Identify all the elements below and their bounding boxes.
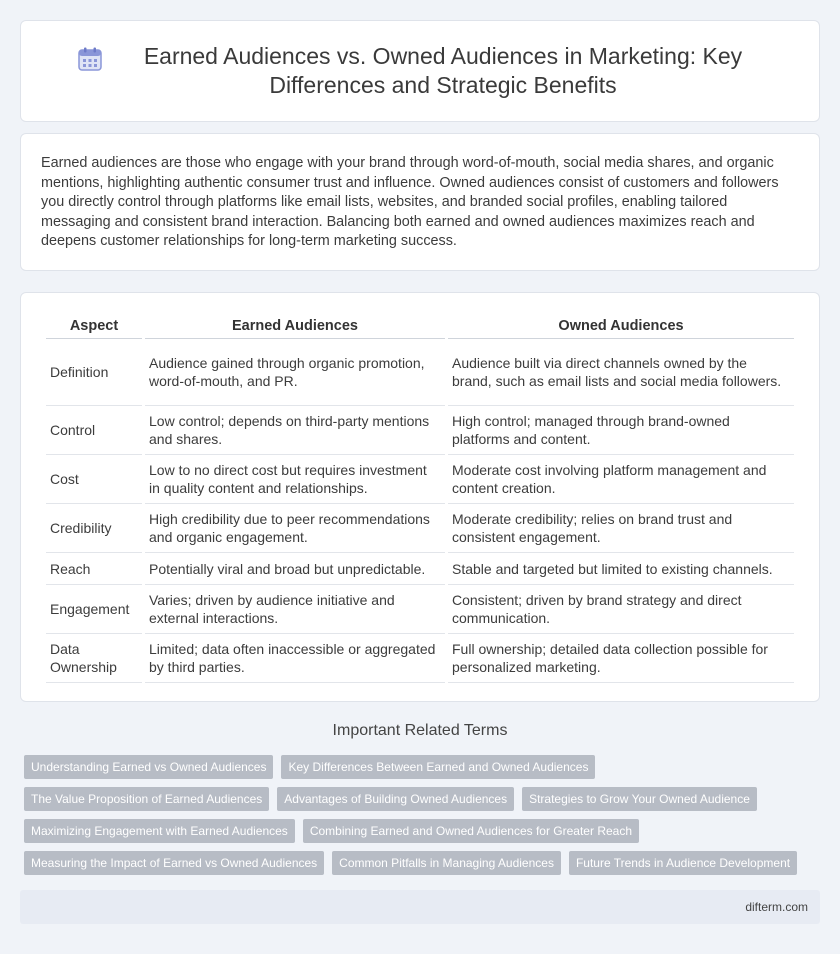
table-row	[46, 339, 794, 406]
cell-owned: High control; managed through brand-owned platforms and content.	[448, 406, 794, 455]
table-row	[46, 504, 794, 553]
cell-aspect: Definition	[46, 339, 142, 406]
cell-owned: Moderate credibility; relies on brand trust and consistent engagement.	[448, 504, 794, 553]
comparison-table	[43, 309, 797, 683]
tag-row	[24, 851, 824, 875]
related-term-tag[interactable]: Measuring the Impact of Earned vs Owned Audiences	[24, 851, 324, 875]
tag-row	[24, 819, 824, 843]
cell-aspect: Cost	[46, 455, 142, 504]
cell-earned: Low to no direct cost but requires investment in quality content and relationships.	[145, 455, 445, 504]
comparison-table-card	[20, 292, 820, 702]
calendar-icon	[77, 46, 103, 72]
cell-earned: Varies; driven by audience initiative and external interactions.	[145, 585, 445, 634]
tag-row	[24, 787, 824, 811]
cell-aspect: Reach	[46, 553, 142, 585]
header-aspect: Aspect	[46, 309, 142, 339]
related-term-tag[interactable]: Understanding Earned vs Owned Audiences	[24, 755, 273, 779]
cell-aspect: Engagement	[46, 585, 142, 634]
header-earned: Earned Audiences	[145, 309, 445, 339]
related-term-tag[interactable]: Maximizing Engagement with Earned Audiences	[24, 819, 295, 843]
cell-owned: Consistent; driven by brand strategy and direct communication.	[448, 585, 794, 634]
cell-owned: Moderate cost involving platform management and content creation.	[448, 455, 794, 504]
related-terms-list	[24, 755, 824, 883]
related-term-tag[interactable]: Strategies to Grow Your Owned Audience	[522, 787, 757, 811]
table-header-row	[46, 309, 794, 339]
table-row	[46, 634, 794, 683]
cell-aspect: Credibility	[46, 504, 142, 553]
related-term-tag[interactable]: Future Trends in Audience Development	[569, 851, 797, 875]
cell-owned: Stable and targeted but limited to existing channels.	[448, 553, 794, 585]
cell-owned: Full ownership; detailed data collection possible for personalized marketing.	[448, 634, 794, 683]
cell-earned: Audience gained through organic promotion, word-of-mouth, and PR.	[145, 339, 445, 406]
cell-earned: Limited; data often inaccessible or aggregated by third parties.	[145, 634, 445, 683]
related-term-tag[interactable]: Combining Earned and Owned Audiences for Greater Reach	[303, 819, 639, 843]
footer	[20, 890, 820, 924]
cell-earned: High credibility due to peer recommendations and organic engagement.	[145, 504, 445, 553]
related-term-tag[interactable]: The Value Proposition of Earned Audiences	[24, 787, 269, 811]
cell-owned: Audience built via direct channels owned by the brand, such as email lists and social media followers.	[448, 339, 794, 406]
related-term-tag[interactable]: Common Pitfalls in Managing Audiences	[332, 851, 561, 875]
header-inner	[77, 42, 763, 100]
tag-row	[24, 755, 824, 779]
table-row	[46, 455, 794, 504]
related-term-tag[interactable]: Advantages of Building Owned Audiences	[277, 787, 514, 811]
cell-earned: Potentially viral and broad but unpredictable.	[145, 553, 445, 585]
related-terms-title: Important Related Terms	[332, 722, 508, 739]
page-title: Earned Audiences vs. Owned Audiences in Marketing: Key Differences and Strategic Benefits	[143, 43, 743, 98]
related-term-tag[interactable]: Key Differences Between Earned and Owned Audiences	[281, 755, 595, 779]
table-row	[46, 553, 794, 585]
cell-earned: Low control; depends on third-party mentions and shares.	[145, 406, 445, 455]
cell-aspect: Control	[46, 406, 142, 455]
header-card	[20, 20, 820, 122]
cell-aspect: Data Ownership	[46, 634, 142, 683]
intro-card	[20, 133, 820, 271]
footer-site-link[interactable]: difterm.com	[745, 900, 808, 914]
intro-paragraph: Earned audiences are those who engage with your brand through word-of-mouth, social media shares, and organic mentions, highlighting authentic consumer trust and influence. Owned audiences consist of customers and followers you directly control through platforms like email lists, websites, and branded social profiles, enabling tailored messaging and consistent brand interaction. Balancing both earned and owned audiences maximizes reach and deepens customer relationships for long-term marketing success.	[41, 155, 779, 249]
table-row	[46, 406, 794, 455]
header-owned: Owned Audiences	[448, 309, 794, 339]
table-row	[46, 585, 794, 634]
